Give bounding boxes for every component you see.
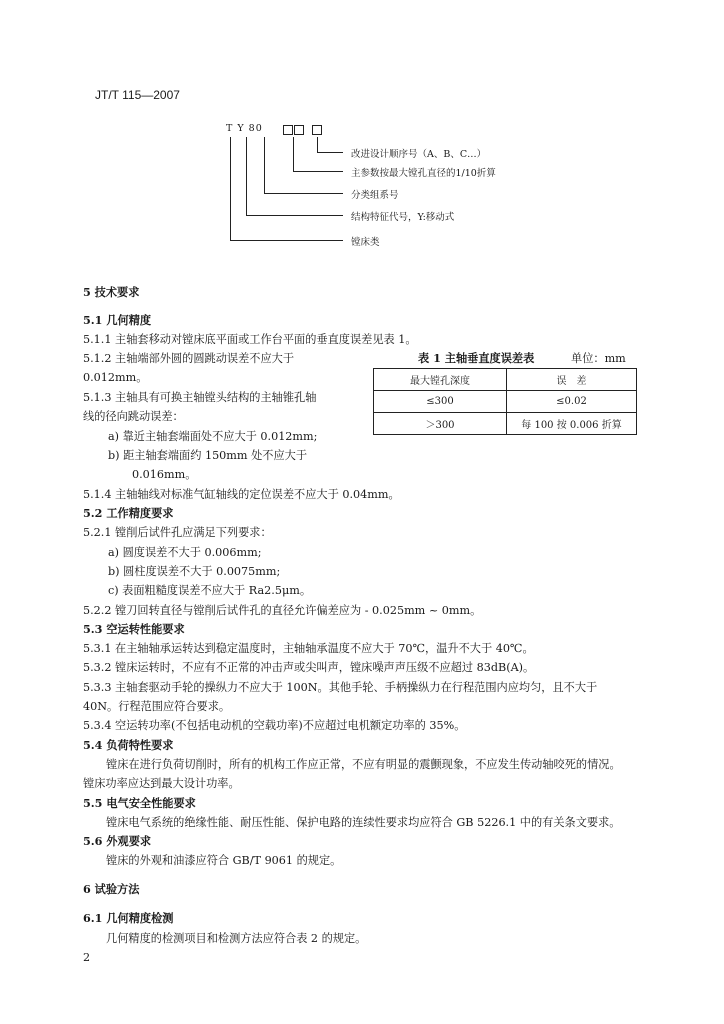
diagram-line — [264, 137, 265, 193]
code-box-1 — [283, 125, 293, 135]
list-item-b-cont: 0.016mm。 — [132, 468, 197, 481]
paragraph-5-4: 镗床在进行负荷切削时，所有的机构工作应正常，不应有明显的震颤现象，不应发生传动轴咬死的情况。 — [106, 758, 621, 771]
clause-5-1-4: 5.1.4 主轴轴线对标准气缸轴线的定位误差不应大于 0.04mm。 — [83, 488, 400, 501]
table1-title: 表 1 主轴垂直度误差表 — [418, 351, 535, 365]
table-header-cell: 最大镗孔深度 — [374, 369, 507, 391]
diagram-line — [317, 137, 318, 152]
list-item-b: b) 距主轴套端面约 150mm 处不应大于 — [108, 449, 308, 462]
paragraph-5-4-cont: 镗床功率应达到最大设计功率。 — [83, 777, 240, 790]
table-cell: ＞300 — [374, 413, 507, 435]
clause-5-2-1: 5.2.1 镗削后试件孔应满足下列要求： — [83, 526, 272, 539]
list-item-b: b) 圆柱度误差不大于 0.0075mm; — [108, 565, 281, 578]
clause-5-1-3-cont: 线的径向跳动误差： — [83, 410, 184, 423]
section-heading-5-5: 5.5 电气安全性能要求 — [83, 796, 196, 810]
table-header-cell: 误 差 — [507, 369, 637, 391]
clause-5-3-3-cont: 40N。行程范围应符合要求。 — [83, 700, 231, 713]
annotation-boring-class: 镗床类 — [351, 237, 380, 248]
paragraph-5-5: 镗床电气系统的绝缘性能、耐压性能、保护电路的连续性要求均应符合 GB 5226.1 中的有关条文要求。 — [106, 816, 621, 829]
section-heading-5-2: 5.2 工作精度要求 — [83, 506, 174, 520]
section-heading-6: 6 试验方法 — [83, 882, 140, 896]
table-cell: 每 100 按 0.006 折算 — [507, 413, 637, 435]
clause-5-1-2: 5.1.2 主轴端部外圆的圆跳动误差不应大于 — [83, 352, 295, 365]
code-box-3 — [312, 125, 322, 135]
diagram-line — [246, 215, 343, 216]
annotation-design-sequence: 改进设计顺序号（A、B、C…） — [351, 149, 487, 160]
annotation-structure-code: 结构特征代号，Y:移动式 — [351, 212, 455, 223]
clause-5-1-1: 5.1.1 主轴套移动对镗床底平面或工作台平面的垂直度误差见表 1。 — [83, 333, 417, 346]
clause-5-1-2-cont: 0.012mm。 — [83, 371, 148, 384]
annotation-group-series: 分类组系号 — [351, 190, 399, 201]
diagram-line — [264, 193, 343, 194]
clause-5-3-4: 5.3.4 空运转功率(不包括电动机的空载功率)不应超过电机额定功率的 35%。 — [83, 719, 466, 732]
clause-5-3-2: 5.3.2 镗床运转时，不应有不正常的冲击声或尖叫声，镗床噪声声压级不应超过 83dB(A)。 — [83, 661, 535, 674]
table-header-row — [374, 369, 637, 391]
page-number: 2 — [83, 951, 91, 964]
diagram-line — [317, 152, 343, 153]
list-item-c: c) 表面粗糙度误差不应大于 Ra2.5μm。 — [108, 584, 312, 597]
table-row — [374, 413, 637, 435]
paragraph-5-6: 镗床的外观和油漆应符合 GB/T 9061 的规定。 — [106, 854, 342, 867]
model-code-letters: T Y 80 — [226, 123, 263, 134]
diagram-line — [293, 137, 294, 171]
standard-code: JT/T 115—2007 — [95, 88, 180, 102]
diagram-line — [230, 137, 231, 240]
section-heading-5-3: 5.3 空运转性能要求 — [83, 622, 185, 636]
paragraph-6-1: 几何精度的检测项目和检测方法应符合表 2 的规定。 — [106, 932, 367, 945]
table1-unit: 单位：mm — [571, 352, 626, 365]
section-heading-6-1: 6.1 几何精度检测 — [83, 911, 174, 925]
annotation-main-parameter: 主参数按最大镗孔直径的1/10折算 — [351, 168, 496, 179]
clause-5-3-1: 5.3.1 在主轴轴承运转达到稳定温度时，主轴轴承温度不应大于 70℃，温升不大于 40℃。 — [83, 642, 534, 655]
clause-5-2-2: 5.2.2 镗刀回转直径与镗削后试件孔的直径允许偏差应为 - 0.025mm ~ 0mm。 — [83, 604, 482, 617]
clause-5-1-3: 5.1.3 主轴具有可换主轴镗头结构的主轴锥孔轴 — [83, 391, 317, 404]
diagram-line — [293, 171, 343, 172]
section-heading-5: 5 技术要求 — [83, 285, 140, 299]
table-cell: ≤0.02 — [507, 391, 637, 413]
list-item-a: a) 靠近主轴套端面处不应大于 0.012mm; — [108, 430, 318, 443]
list-item-a: a) 圆度误差不大于 0.006mm; — [108, 546, 262, 559]
diagram-line — [230, 240, 343, 241]
table1 — [373, 368, 637, 435]
clause-5-3-3: 5.3.3 主轴套驱动手轮的操纵力不应大于 100N。其他手轮、手柄操纵力在行程范围内应均匀，且不大于 — [83, 681, 598, 694]
section-heading-5-4: 5.4 负荷特性要求 — [83, 738, 174, 752]
section-heading-5-6: 5.6 外观要求 — [83, 834, 152, 848]
code-box-2 — [294, 125, 304, 135]
section-heading-5-1: 5.1 几何精度 — [83, 313, 152, 327]
table-row — [374, 391, 637, 413]
diagram-line — [246, 137, 247, 215]
table-cell: ≤300 — [374, 391, 507, 413]
